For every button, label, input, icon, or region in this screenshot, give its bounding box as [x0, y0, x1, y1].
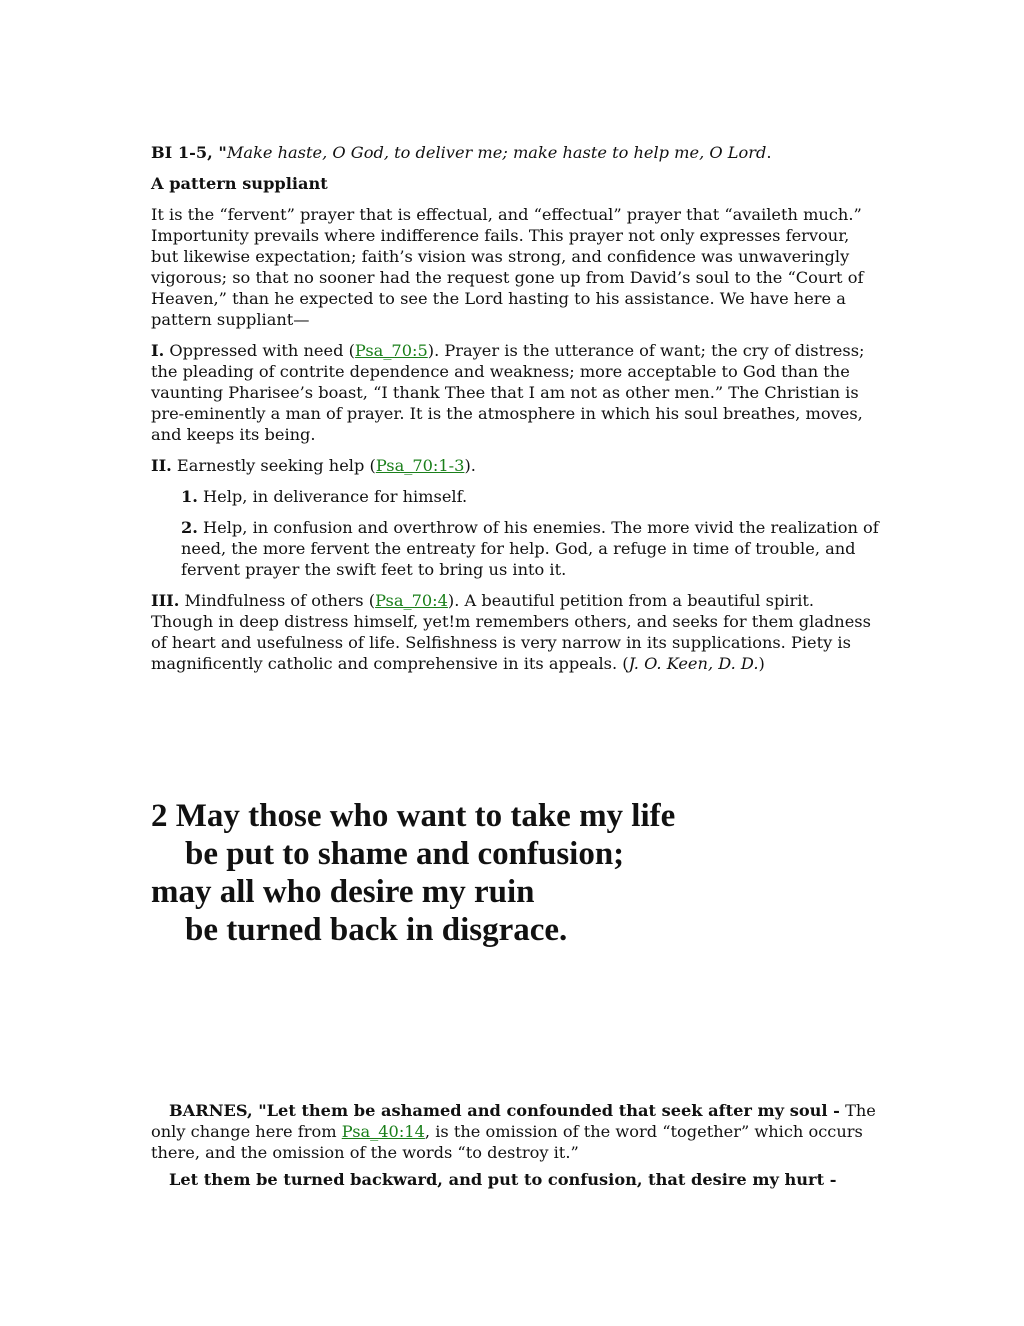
scripture-link[interactable]: Psa_40:14 — [341, 1122, 425, 1141]
verse-line-4: be turned back in disgrace. — [185, 912, 568, 948]
scripture-link[interactable]: Psa_70:5 — [354, 341, 428, 360]
barnes-pre: The only change here from — [151, 1101, 876, 1141]
point-2 — [151, 455, 881, 476]
verse-line-3: may all who desire my ruin — [151, 874, 535, 910]
bi-label: BI 1-5, " — [151, 143, 227, 162]
point-1 — [151, 340, 881, 445]
author-credit: J. O. Keen, D. D. — [628, 654, 759, 673]
point-3-close: ) — [758, 654, 765, 673]
barnes-heading-2: Let them be turned backward, and put to confusion, that desire my hurt - — [169, 1170, 837, 1189]
intro-paragraph: It is the “fervent” prayer that is effectual, and “effectual” prayer that “availeth much.” Importunity prevails where indifference fails. This prayer not only expresses fervour, but likewise expectation; faith’s vision was strong, and confidence was unwaveringly vigorous; so that no sooner had the request gone up from David’s soul to the “Court of Heaven,” than he expected to see the Lord hasting to his assistance. We have here a pattern suppliant— — [151, 205, 864, 329]
point-2-num: II. — [151, 456, 172, 475]
scripture-link[interactable]: Psa_70:1-3 — [375, 456, 465, 475]
point-3-text: ). A beautiful petition from a beautiful spirit. Though in deep distress himself, yet!m remembers others, and seeks for them gladness of heart and usefulness of life. Selfishness is very narrow in its supplications. Piety is magnificently catholic and comprehensive in its appeals. ( — [151, 591, 871, 673]
point-1-num: I. — [151, 341, 165, 360]
barnes-commentary — [151, 1100, 881, 1196]
barnes-post: , is the omission of the word “together” which occurs there, and the omission of the words “to destroy it.” — [151, 1122, 863, 1162]
point-3 — [151, 590, 881, 674]
bi-quote: Make haste, O God, to deliver me; make haste to help me, O Lord — [226, 143, 767, 162]
verse-line-1: 2 May those who want to take my life — [151, 798, 676, 834]
sub-point-2-num: 2. — [181, 518, 198, 537]
sub-point-1-num: 1. — [181, 487, 198, 506]
point-1-pre: Oppressed with need ( — [164, 341, 355, 360]
point-2-post: ). — [464, 456, 476, 475]
point-3-pre: Mindfulness of others ( — [179, 591, 376, 610]
point-2-pre: Earnestly seeking help ( — [171, 456, 376, 475]
sub-point-1-text: Help, in deliverance for himself. — [197, 487, 468, 506]
barnes-paragraph — [151, 1100, 881, 1163]
bi-commentary — [151, 142, 881, 684]
sub-point-2 — [181, 517, 881, 580]
bi-quote-end: . — [766, 143, 772, 162]
verse-block — [151, 797, 881, 949]
bi-header — [151, 142, 881, 163]
sub-point-2-text: Help, in confusion and overthrow of his enemies. The more vivid the realization of need, the more fervent the entreaty for help. God, a refuge in time of trouble, and fervent prayer the swift feet to bring us into it. — [181, 518, 879, 579]
sub-point-1 — [181, 486, 881, 507]
barnes-heading: BARNES, "Let them be ashamed and confounded that seek after my soul - — [169, 1101, 840, 1120]
scripture-link[interactable]: Psa_70:4 — [375, 591, 448, 610]
point-3-num: III. — [151, 591, 180, 610]
verse-line-2: be put to shame and confusion; — [185, 836, 625, 872]
point-1-text: ). Prayer is the utterance of want; the cry of distress; the pleading of contrite dependence and weakness; more acceptable to God than the vaunting Pharisee’s boast, “I thank Thee that I am not as other men.” The Christian is pre-eminently a man of prayer. It is the atmosphere in which his soul breathes, moves, and keeps its being. — [151, 341, 865, 444]
section-title: A pattern suppliant — [151, 174, 328, 193]
